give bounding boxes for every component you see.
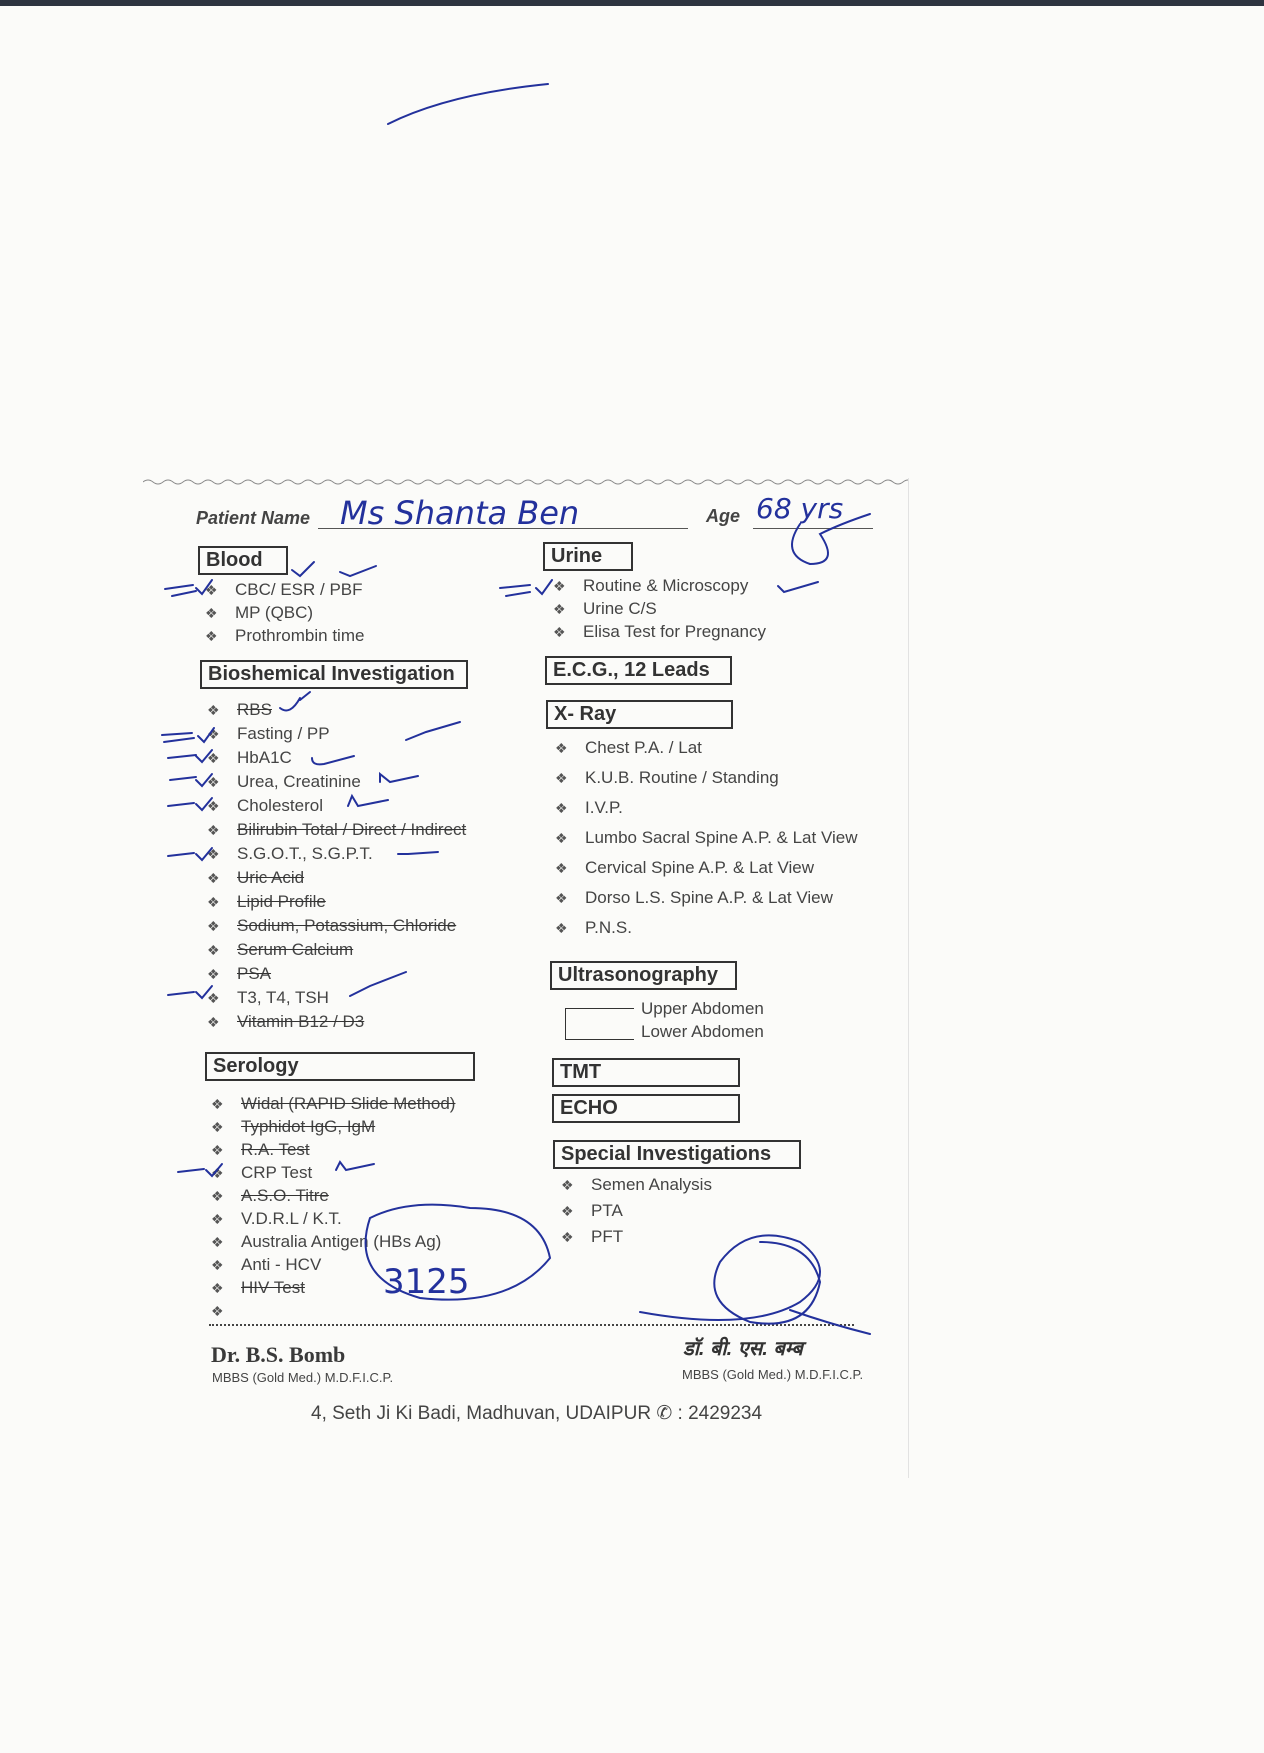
signature-icon — [640, 1235, 870, 1334]
check-mark-icon — [165, 580, 212, 596]
check-mark-icon — [168, 750, 212, 762]
list-item: ❖ T3, T4, TSH — [207, 988, 329, 1007]
serology-title: Serology — [205, 1052, 475, 1081]
check-mark-icon — [778, 582, 818, 592]
list-item: ❖ Widal (RAPID Slide Method) — [211, 1094, 456, 1113]
list-item: ❖ Australia Antigen (HBs Ag) — [211, 1232, 442, 1251]
list-item: ❖ V.D.R.L / K.T. — [211, 1209, 342, 1228]
ecg-title: E.C.G., 12 Leads — [545, 656, 732, 685]
ultrasonography-title: Ultrasonography — [550, 961, 737, 990]
doctor-name: Dr. B.S. Bomb — [211, 1342, 346, 1367]
list-item: ❖ Vitamin B12 / D3 — [207, 1012, 365, 1031]
list-item: Upper Abdomen — [641, 999, 764, 1018]
list-item: ❖ Routine & Microscopy — [553, 576, 749, 595]
doctor-name-hindi: डॉ. बी. एस. बम्ब — [683, 1338, 803, 1360]
list-item: ❖ Typhidot IgG, IgM — [211, 1117, 376, 1136]
urine-title: Urine — [543, 542, 633, 571]
list-item: ❖ PSA — [207, 964, 272, 983]
list-item: ❖ Serum Calcium — [207, 940, 354, 959]
list-item: ❖ R.A. Test — [211, 1140, 310, 1159]
check-mark-icon — [312, 756, 354, 764]
list-item: ❖ Lumbo Sacral Spine A.P. & Lat View — [555, 828, 858, 847]
list-item: ❖ HIV Test — [211, 1278, 305, 1297]
list-item: ❖ RBS — [207, 700, 272, 719]
list-item: ❖ Fasting / PP — [207, 724, 330, 743]
list-item: ❖ Uric Acid — [207, 868, 305, 887]
blood-title: Blood — [198, 546, 288, 575]
handwritten-note: 3125 — [383, 1262, 470, 1302]
list-item: ❖ Cervical Spine A.P. & Lat View — [555, 858, 815, 877]
list-item: ❖ PTA — [561, 1201, 623, 1220]
list-item: ❖ Semen Analysis — [561, 1175, 712, 1194]
pen-stroke — [388, 84, 548, 124]
check-mark-icon — [170, 774, 212, 786]
list-item: ❖ S.G.O.T., S.G.P.T. — [207, 844, 373, 863]
echo-title: ECHO — [552, 1094, 740, 1123]
list-item: ❖ Chest P.A. / Lat — [555, 738, 702, 757]
check-mark-icon — [380, 774, 418, 782]
list-item: ❖ Anti - HCV — [211, 1255, 322, 1274]
check-mark-icon — [168, 798, 212, 810]
age-label: Age — [706, 506, 741, 526]
xray-title: X- Ray — [546, 700, 733, 729]
list-item: ❖ Urea, Creatinine — [207, 772, 361, 791]
list-item: ❖ Urine C/S — [553, 599, 657, 618]
check-mark-icon — [350, 972, 406, 996]
check-mark-icon — [280, 692, 310, 710]
list-item: ❖ Sodium, Potassium, Chloride — [207, 916, 457, 935]
biochemical-title: Bioshemical Investigation — [200, 660, 468, 689]
pen-stroke — [366, 1205, 550, 1300]
doctor-qualification-right: MBBS (Gold Med.) M.D.F.I.C.P. — [682, 1367, 864, 1382]
list-item: ❖ — [211, 1303, 224, 1319]
check-mark-icon — [348, 796, 388, 806]
list-item: ❖ P.N.S. — [555, 918, 632, 937]
list-item: ❖ A.S.O. Titre — [211, 1186, 329, 1205]
list-item: ❖ Bilirubin Total / Direct / Indirect — [207, 820, 467, 839]
list-item: ❖ CRP Test — [211, 1163, 313, 1182]
tmt-title: TMT — [552, 1058, 740, 1087]
list-item: ❖ K.U.B. Routine / Standing — [555, 768, 779, 787]
list-item: Lower Abdomen — [641, 1022, 764, 1041]
list-item: ❖ HbA1C — [207, 748, 292, 767]
list-item: ❖ Lipid Profile — [207, 892, 326, 911]
special-investigations-title: Special Investigations — [553, 1140, 801, 1169]
check-mark-icon — [292, 562, 376, 576]
check-mark-icon — [406, 722, 460, 740]
list-item: ❖ PFT — [561, 1227, 624, 1246]
patient-name-label: Patient Name — [196, 508, 311, 528]
list-item: ❖ I.V.P. — [555, 798, 623, 817]
list-item: ❖ Prothrombin time — [205, 626, 365, 645]
list-item: ❖ Dorso L.S. Spine A.P. & Lat View — [555, 888, 833, 907]
check-mark-icon — [168, 986, 212, 998]
list-item: ❖ Cholesterol — [207, 796, 323, 815]
check-mark-icon — [168, 848, 212, 860]
pen-stroke — [792, 514, 870, 564]
check-mark-icon — [500, 580, 552, 596]
list-item: ❖ MP (QBC) — [205, 603, 314, 622]
check-mark-icon — [178, 1164, 222, 1176]
list-item: ❖ Elisa Test for Pregnancy — [553, 622, 766, 641]
check-mark-icon — [398, 852, 438, 854]
doctor-qualification-left: MBBS (Gold Med.) M.D.F.I.C.P. — [212, 1370, 394, 1385]
check-mark-icon — [336, 1162, 374, 1170]
age-value: 68 yrs — [756, 492, 844, 525]
clinic-address: 4, Seth Ji Ki Badi, Madhuvan, UDAIPUR ✆ : 2429234 — [311, 1403, 763, 1424]
list-item: ❖ CBC/ ESR / PBF — [205, 580, 363, 599]
check-mark-icon — [162, 728, 214, 742]
patient-name-value: Ms Shanta Ben — [340, 494, 580, 532]
